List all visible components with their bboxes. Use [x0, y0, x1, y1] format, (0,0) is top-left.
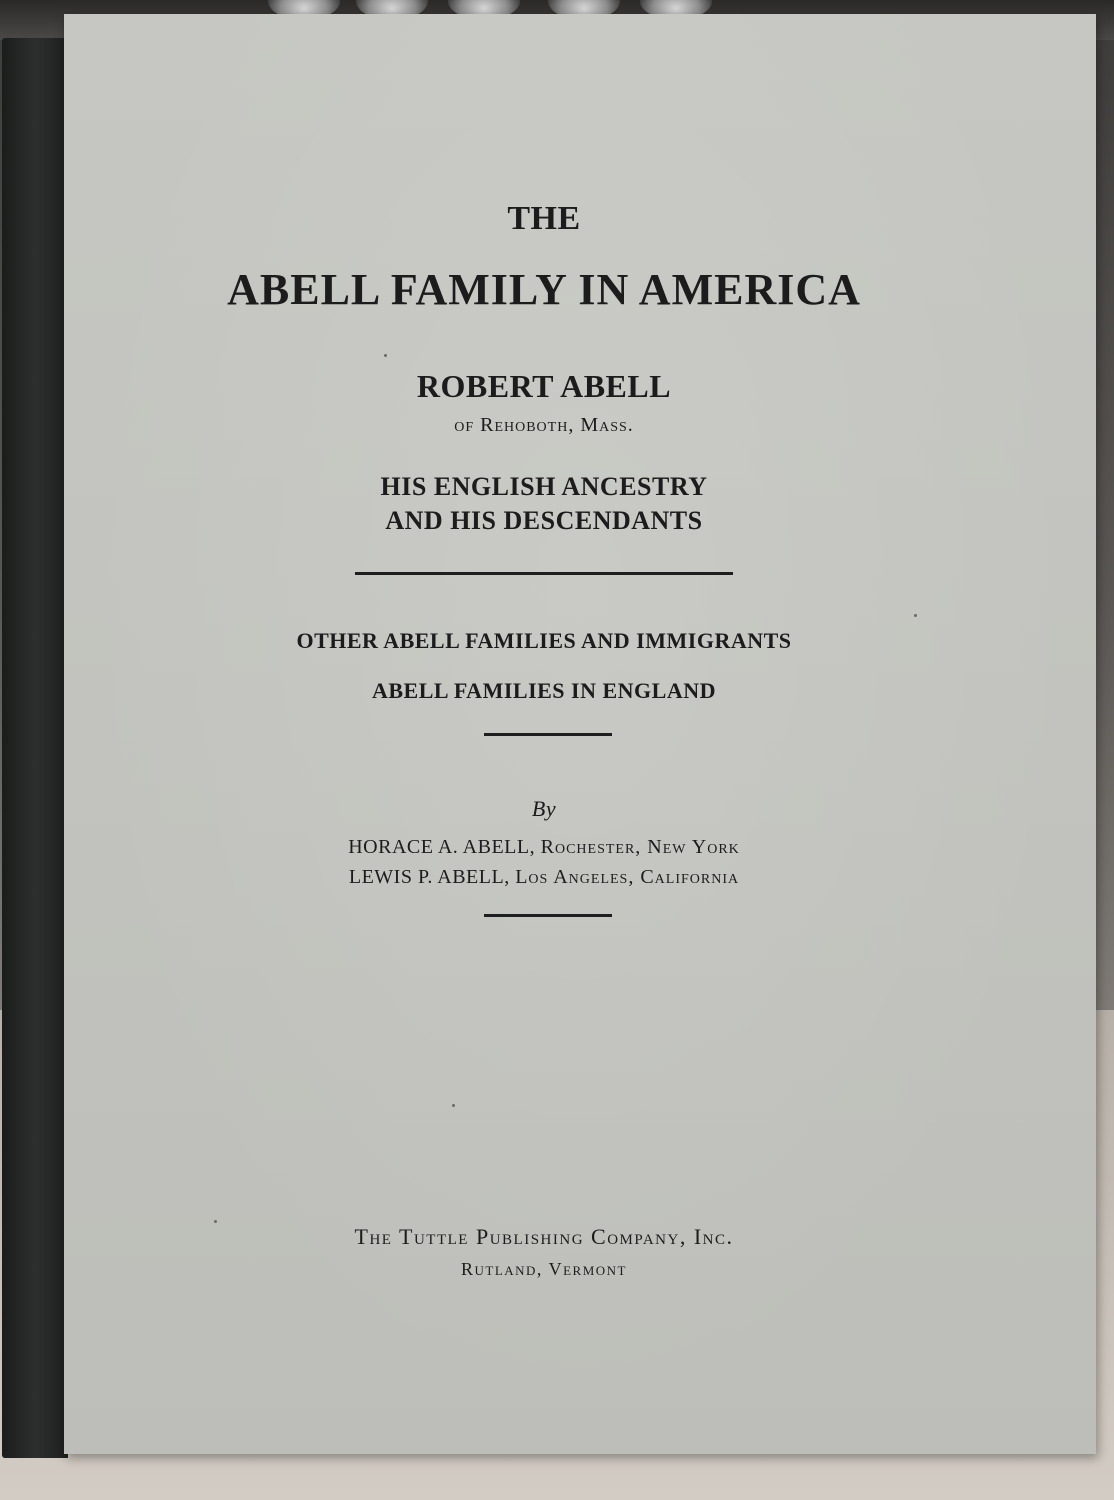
- book-title: ABELL FAMILY IN AMERICA: [227, 265, 861, 314]
- author-1-name: HORACE A. ABELL,: [348, 836, 536, 858]
- divider-short: [484, 914, 612, 917]
- book-cover: [64, 14, 1096, 1454]
- author-1-place: Rochester, New York: [540, 836, 740, 858]
- paper-speck: [214, 1220, 217, 1223]
- paper-speck: [452, 1104, 455, 1107]
- author-line-2: [64, 866, 1024, 889]
- other-families-heading: OTHER ABELL FAMILIES AND IMMIGRANTS: [296, 628, 792, 653]
- publisher-place: Rutland, Vermont: [460, 1259, 627, 1279]
- england-families-heading: ABELL FAMILIES IN ENGLAND: [372, 678, 716, 703]
- paper-speck: [914, 614, 917, 617]
- divider-short: [484, 733, 612, 736]
- subject-name: ROBERT ABELL: [416, 368, 672, 404]
- subtitle-line-2: AND HIS DESCENDANTS: [385, 506, 703, 535]
- paper-speck: [384, 354, 387, 357]
- publisher-name: The Tuttle Publishing Company, Inc.: [354, 1224, 734, 1249]
- divider-long: [355, 572, 733, 575]
- author-2-name: LEWIS P. ABELL,: [348, 866, 510, 888]
- by-label: By: [531, 796, 557, 821]
- author-2-place: Los Angeles, California: [515, 866, 740, 888]
- subtitle-line-1: HIS ENGLISH ANCESTRY: [380, 472, 708, 501]
- subject-place: of Rehoboth, Mass.: [454, 414, 634, 436]
- book-spine: [2, 38, 68, 1458]
- author-line-1: [64, 836, 1024, 859]
- title-the: THE: [507, 200, 581, 237]
